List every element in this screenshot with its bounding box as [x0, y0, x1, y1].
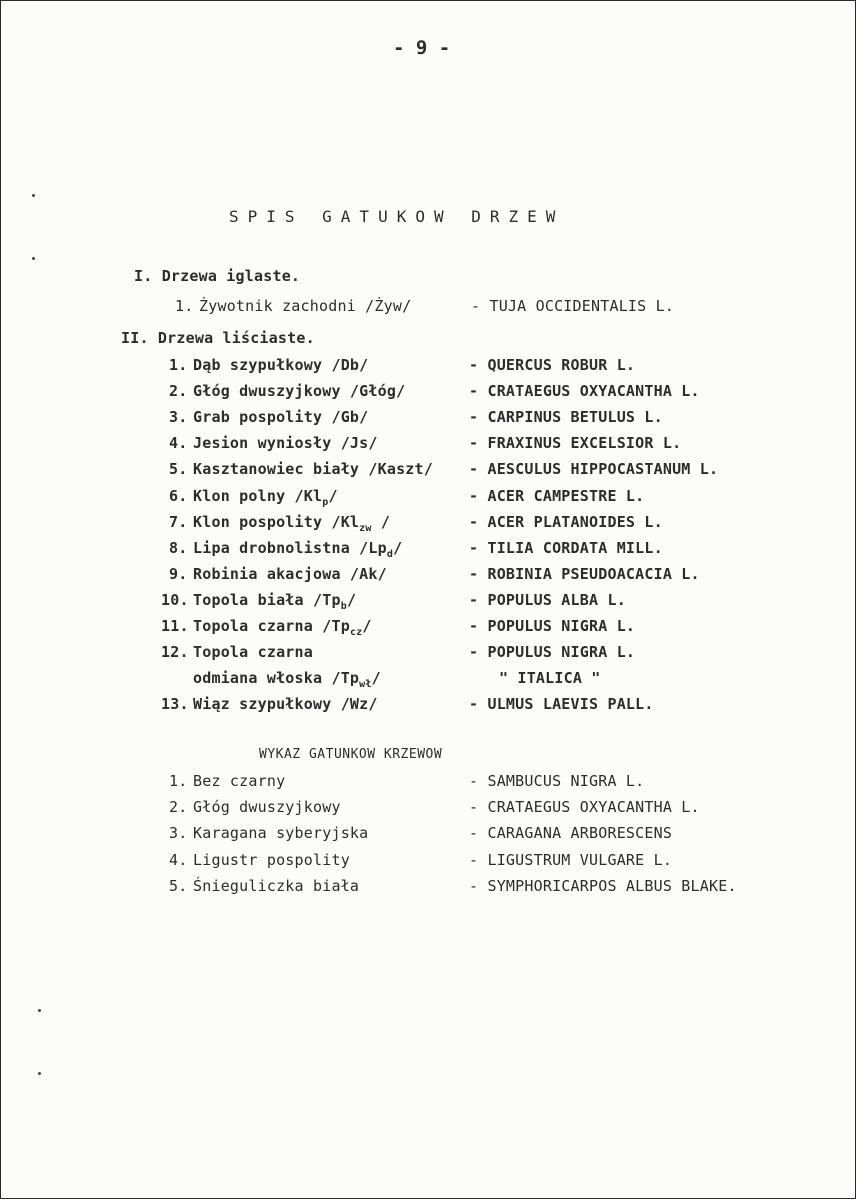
list-item-latin: - CRATAEGUS OXYACANTHA L.	[469, 798, 700, 817]
list-item-name	[193, 460, 433, 478]
list-item-latin: - AESCULUS HIPPOCASTANUM L.	[469, 460, 719, 479]
list-item-name-text: Dąb szypułkowy /Db/	[193, 356, 369, 374]
list-item-name	[193, 513, 390, 534]
list-item-name-text: Wiąz szypułkowy /Wz/	[193, 695, 378, 714]
list-item-name	[193, 408, 368, 426]
list-item-name-text: Grab pospolity /Gb/	[193, 408, 369, 427]
list-item-number: 5.	[169, 876, 188, 895]
list-item-name	[193, 669, 381, 690]
list-item-name	[193, 591, 356, 612]
list-item-name	[193, 695, 378, 713]
page-number: - 9 -	[393, 37, 451, 59]
list-item-name-text: Robinia akacjowa /Ak/	[193, 564, 387, 583]
list-item-latin: - ULMUS LAEVIS PALL.	[469, 695, 654, 714]
margin-dot	[32, 194, 35, 197]
list-item-latin: - SAMBUCUS NIGRA L.	[469, 772, 645, 790]
list-item-number: 1.	[175, 297, 194, 315]
list-item-name-text: Lipa drobnolistna /Lp	[193, 538, 387, 557]
list-item-name-text: Topola biała /Tp	[193, 590, 341, 609]
list-item-name-text: Klon polny /Kl	[193, 486, 323, 505]
list-item-number: 7.	[169, 512, 188, 531]
list-item-abbrev-tail: /	[371, 512, 391, 531]
list-item-abbrev-subscript: cz	[349, 627, 363, 638]
list-item-number: 8.	[169, 538, 188, 557]
list-item-number: 5.	[169, 460, 188, 479]
list-item-name-text: Kasztanowiec biały /Kaszt/	[193, 460, 433, 479]
list-item-number: 3.	[169, 408, 188, 427]
section-heading-conifers: I. Drzewa iglaste.	[134, 267, 301, 285]
list-item-name	[193, 617, 372, 638]
list-item-name-text: Jesion wyniosły /Js/	[193, 434, 378, 453]
list-item-number: 12.	[161, 643, 189, 662]
list-item-abbrev-tail: /	[346, 590, 357, 609]
list-item-number: 9.	[169, 564, 188, 583]
list-item-number: 13.	[161, 695, 189, 714]
list-item-number: 4.	[169, 434, 188, 453]
list-item-number: 4.	[169, 850, 188, 869]
margin-dot	[38, 1072, 41, 1075]
list-item-number: 1.	[169, 356, 188, 374]
list-item-name	[193, 877, 359, 895]
list-item-latin: - SYMPHORICARPOS ALBUS BLAKE.	[469, 876, 737, 895]
list-item-latin: - POPULUS NIGRA L.	[469, 643, 636, 662]
list-item-name	[193, 565, 387, 583]
list-item-name-text: Śnieguliczka biała	[193, 876, 360, 895]
list-item-name	[193, 851, 350, 869]
list-item-name	[193, 772, 285, 790]
list-item-name	[193, 434, 378, 452]
list-item-latin: - ACER PLATANOIDES L.	[469, 512, 663, 531]
list-item-abbrev-tail: /	[362, 617, 372, 635]
list-item-name	[193, 382, 405, 400]
list-item-name	[193, 356, 368, 374]
section-heading-deciduous: II. Drzewa liściaste.	[121, 329, 315, 347]
list-item-number: 11.	[161, 617, 189, 635]
page-title: SPIS GATUKOW DRZEW	[229, 207, 565, 226]
list-item-latin: - FRAXINUS EXCELSIOR L.	[469, 434, 682, 453]
list-item-name: Żywotnik zachodni /Żyw/	[199, 297, 412, 315]
list-item-number: 10.	[161, 590, 189, 609]
list-item-name	[193, 643, 313, 661]
list-item-number: 2.	[169, 382, 188, 401]
list-item-abbrev-subscript: p	[322, 496, 329, 508]
list-item-name-text: Topola czarna /Tp	[193, 617, 350, 635]
list-item-number: 3.	[169, 824, 188, 843]
list-item-abbrev-tail: /	[328, 486, 338, 505]
list-item-name-text: Głóg dwuszyjkowy /Głóg/	[193, 382, 406, 401]
list-item-latin: - ACER CAMPESTRE L.	[469, 486, 645, 505]
list-item-abbrev-subscript: d	[386, 548, 394, 560]
margin-dot	[38, 1009, 41, 1012]
list-item-number: 1.	[169, 772, 188, 790]
section-heading-shrubs: WYKAZ GATUNKOW KRZEWOW	[259, 747, 443, 762]
list-item-name-text: Karagana syberyjska	[193, 824, 369, 843]
list-item-latin: - LIGUSTRUM VULGARE L.	[469, 850, 673, 869]
list-item-name-text: odmiana włoska /Tp	[193, 669, 360, 688]
list-item-latin: - CRATAEGUS OXYACANTHA L.	[469, 382, 700, 401]
list-item-name	[193, 798, 341, 816]
list-item-name	[193, 824, 368, 842]
list-item-latin: - QUERCUS ROBUR L.	[469, 356, 636, 374]
list-item-latin: - CARPINUS BETULUS L.	[469, 408, 663, 427]
list-item-name-text: Klon pospolity /Kl	[193, 512, 360, 531]
list-item-abbrev-subscript: wł	[359, 679, 372, 691]
list-item-name-text: Bez czarny	[193, 772, 286, 790]
list-item-number: 2.	[169, 798, 188, 817]
list-item-name-text: Głóg dwuszyjkowy	[193, 798, 341, 817]
list-item-name	[193, 487, 338, 508]
list-item-latin: - TUJA OCCIDENTALIS L.	[471, 297, 675, 315]
list-item-latin: - POPULUS NIGRA L.	[469, 617, 636, 635]
list-item-name-text: Topola czarna	[193, 643, 313, 662]
list-item-name-text: Ligustr pospolity	[193, 850, 350, 869]
list-item-latin: " ITALICA "	[499, 669, 601, 688]
list-item-name	[193, 539, 402, 560]
list-item-latin: - ROBINIA PSEUDOACACIA L.	[469, 564, 700, 583]
list-item-abbrev-subscript: zw	[359, 522, 372, 534]
list-item-abbrev-tail: /	[371, 669, 381, 688]
list-item-latin: - CARAGANA ARBORESCENS	[469, 824, 673, 843]
list-item-abbrev-tail: /	[393, 538, 403, 557]
list-item-latin: - TILIA CORDATA MILL.	[469, 538, 663, 557]
margin-dot	[32, 257, 35, 260]
list-item-abbrev-subscript: b	[340, 600, 347, 612]
list-item-latin: - POPULUS ALBA L.	[469, 590, 626, 609]
list-item-number: 6.	[169, 486, 188, 505]
